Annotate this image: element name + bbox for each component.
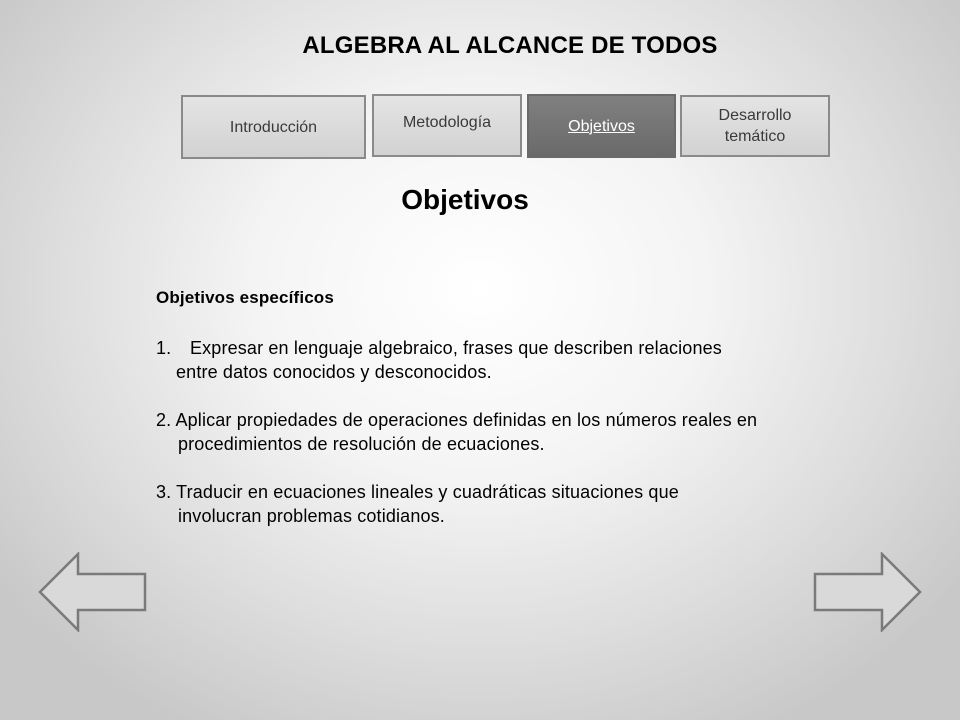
objective-item-2: [156, 408, 876, 456]
objective-text-line1: Aplicar propiedades de operaciones definidas en los números reales en: [175, 410, 758, 430]
tab-metodologia-label: Metodología: [402, 114, 492, 131]
left-arrow-icon[interactable]: [38, 552, 148, 632]
objective-item-1: [156, 336, 876, 384]
objective-text-line2: involucran problemas cotidianos.: [178, 506, 445, 526]
tab-objetivos[interactable]: [527, 94, 676, 158]
section-title: Objetivos: [401, 184, 529, 215]
tab-introduccion[interactable]: [181, 95, 366, 159]
tab-desarrollo-line1: Desarrollo: [718, 107, 792, 124]
tab-desarrollo-tematico[interactable]: [680, 95, 830, 157]
right-arrow-icon[interactable]: [812, 552, 922, 632]
tab-objetivos-label: Objetivos: [568, 117, 635, 135]
objectives-content: [156, 286, 876, 552]
objective-number: 1.: [156, 338, 172, 358]
objectives-subtitle: Objetivos específicos: [156, 288, 334, 307]
objective-number: 2.: [156, 410, 172, 430]
objective-text-line2: entre datos conocidos y desconocidos.: [176, 362, 492, 382]
tab-introduccion-label: Introducción: [229, 118, 318, 136]
objective-text-line1: Traducir en ecuaciones lineales y cuadráticas situaciones que: [176, 482, 679, 502]
objective-text-line2: procedimientos de resolución de ecuaciones.: [178, 434, 545, 454]
objective-number: 3.: [156, 482, 172, 502]
objective-item-3: [156, 480, 876, 528]
objective-text-line1: Expresar en lenguaje algebraico, frases que describen relaciones: [190, 338, 722, 358]
tab-desarrollo-line2: temático: [724, 128, 786, 145]
slide-title: ALGEBRA AL ALCANCE DE TODOS: [302, 32, 718, 59]
tab-metodologia[interactable]: [372, 94, 522, 157]
tab-desarrollo-label: [719, 105, 792, 147]
